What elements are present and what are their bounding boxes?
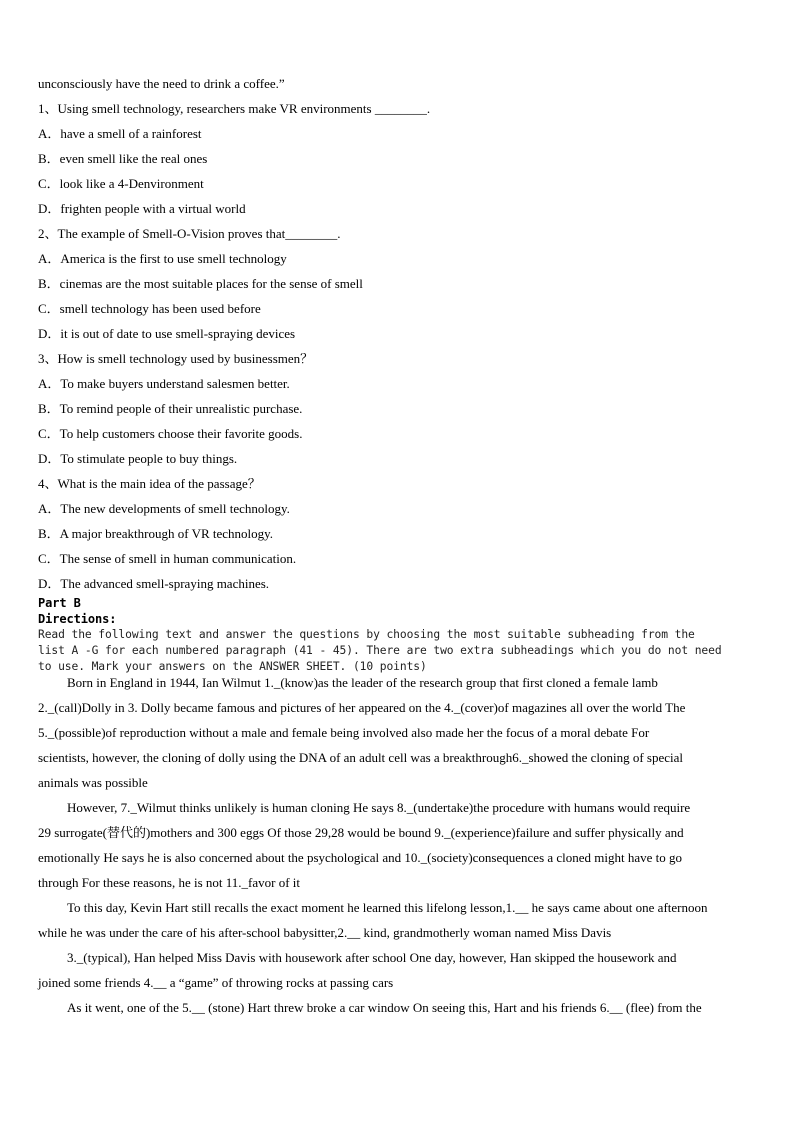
passage-line: scientists, however, the cloning of dolly using the DNA of an adult cell was a breakthrough6._showed the cloning of special xyxy=(38,750,683,765)
passage-line: 29 surrogate(替代的)mothers and 300 eggs Of those 29,28 would be bound 9._(experience)failure and suffer physically and xyxy=(38,825,684,840)
question-stem: 1、Using smell technology, researchers make VR environments ________. xyxy=(38,101,431,116)
passage-line: 3._(typical), Han helped Miss Davis with housework after school One day, however, Han skipped the housework and xyxy=(67,950,677,965)
passage-line: animals was possible xyxy=(38,775,148,790)
option: B．cinemas are the most suitable places for the sense of smell xyxy=(38,276,363,291)
passage-line: joined some friends 4.__ a “game” of throwing rocks at passing cars xyxy=(38,975,394,990)
option: C．The sense of smell in human communication. xyxy=(38,551,297,566)
option: D．frighten people with a virtual world xyxy=(38,201,246,216)
option: A．The new developments of smell technology. xyxy=(38,501,290,516)
option: A．have a smell of a rainforest xyxy=(38,126,202,141)
question-3 xyxy=(38,350,758,475)
passage-line: However, 7._Wilmut thinks unlikely is human cloning He says 8._(undertake)the procedure with humans would require xyxy=(67,800,691,815)
passage xyxy=(38,674,758,1024)
passage-line: emotionally He says he is also concerned about the psychological and 10._(society)consequences a cloned might have to go xyxy=(38,850,683,865)
part-b-title: Part B xyxy=(38,596,81,610)
directions-line: to use. Mark your answers on the ANSWER SHEET. (10 points) xyxy=(38,660,427,673)
passage-line: 5._(possible)of reproduction without a male and female being involved also made her the focus of a moral debate For xyxy=(38,725,650,740)
option: B．even smell like the real ones xyxy=(38,151,208,166)
question-2 xyxy=(38,225,758,350)
passage-line: through For these reasons, he is not 11._favor of it xyxy=(38,875,300,890)
directions-line: list A -G for each numbered paragraph (41 - 45). There are two extra subheadings which you do not need xyxy=(38,644,722,657)
option: B．A major breakthrough of VR technology. xyxy=(38,526,274,541)
question-stem: 3、How is smell technology used by businessmen？ xyxy=(38,351,314,366)
passage-line: As it went, one of the 5.__ (stone) Hart threw broke a car window On seeing this, Hart and his friends 6.__ (flee) from the xyxy=(67,1000,702,1015)
option: C．To help customers choose their favorite goods. xyxy=(38,426,303,441)
directions-line: Read the following text and answer the questions by choosing the most suitable subheading from the xyxy=(38,628,695,641)
document-page xyxy=(38,75,758,1024)
option: D．it is out of date to use smell-spraying devices xyxy=(38,326,296,341)
option: D．To stimulate people to buy things. xyxy=(38,451,238,466)
lead-text: unconsciously have the need to drink a coffee.” xyxy=(38,76,285,91)
passage-line: To this day, Kevin Hart still recalls the exact moment he learned this lifelong lesson,1.__ he says came about one afternoon xyxy=(67,900,708,915)
option: B．To remind people of their unrealistic purchase. xyxy=(38,401,303,416)
passage-line: 2._(call)Dolly in 3. Dolly became famous and pictures of her appeared on the 4._(cover)of magazines all over the world The xyxy=(38,700,686,715)
directions-label: Directions: xyxy=(38,612,117,626)
passage-line: Born in England in 1944, Ian Wilmut 1._(know)as the leader of the research group that first cloned a female lamb xyxy=(67,675,658,690)
option: A．To make buyers understand salesmen better. xyxy=(38,376,290,391)
question-4 xyxy=(38,475,758,600)
option: D．The advanced smell-spraying machines. xyxy=(38,576,270,591)
question-stem: 4、What is the main idea of the passage？ xyxy=(38,476,261,491)
option: C．smell technology has been used before xyxy=(38,301,261,316)
option: A．America is the first to use smell technology xyxy=(38,251,287,266)
part-b xyxy=(38,595,758,1024)
question-1 xyxy=(38,100,758,225)
passage-line: while he was under the care of his after-school babysitter,2.__ kind, grandmotherly woman named Miss Davis xyxy=(38,925,612,940)
option: C．look like a 4-Denvironment xyxy=(38,176,204,191)
question-stem: 2、The example of Smell-O-Vision proves that________. xyxy=(38,226,341,241)
